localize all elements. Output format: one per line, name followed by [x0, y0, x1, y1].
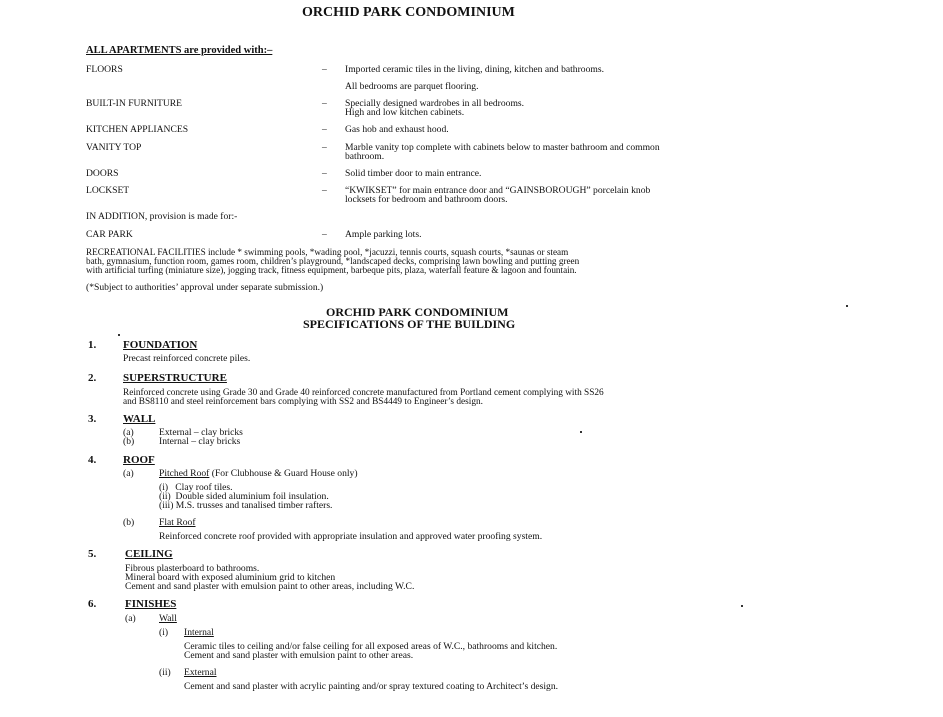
spec-title-1: ORCHID PARK CONDOMINIUM [326, 305, 509, 319]
subject-note: (*Subject to authorities’ approval under separate submission.) [86, 282, 324, 293]
feature-text-kitchen: Gas hob and exhaust hood. [345, 124, 449, 135]
section-number: 6. [88, 598, 97, 610]
feature-label-doors: DOORS [86, 168, 119, 179]
spec-title-2: SPECIFICATIONS OF THE BUILDING [303, 317, 516, 331]
roof-mark-b: (b) [123, 517, 135, 528]
section-heading-wall: WALL [123, 413, 156, 425]
flat-roof-heading: Flat Roof [159, 517, 196, 528]
feature-text-lockset-2: locksets for bedroom and bathroom doors. [345, 194, 508, 205]
section-number: 5. [88, 548, 97, 560]
recreational-line-1: RECREATIONAL FACILITIES include * swimming pools, *wading pool, *jacuzzi, tennis courts, squash courts, *saunas or steam [86, 247, 569, 257]
pitched-roof-item-1: (i) Clay roof tiles. [159, 482, 233, 493]
superstructure-line-1: Reinforced concrete using Grade 30 and Grade 40 reinforced concrete manufactured from Portland cement complying with SS26 [123, 388, 604, 398]
section-heading-roof: ROOF [123, 454, 155, 466]
finishes-mark-a: (a) [125, 613, 136, 624]
section-number: 2. [88, 372, 97, 384]
finishes-external-text: Cement and sand plaster with acrylic painting and/or spray textured coating to Architect’s design. [184, 681, 559, 692]
finishes-mark-i: (i) [159, 627, 169, 638]
recreational-line-3: with artificial turfing (miniature size), jogging track, fitness equipment, barbeque pits, plaza, waterfall feature & lagoon and fountain. [86, 265, 577, 275]
pitched-roof-item-3: (iii) M.S. trusses and tanalised timber rafters. [159, 500, 333, 511]
feature-label-car-park: CAR PARK [86, 229, 133, 240]
flat-roof-text: Reinforced concrete roof provided with appropriate insulation and approved water proofing system. [159, 531, 543, 542]
feature-dash: – [322, 142, 327, 153]
feature-dash: – [322, 98, 327, 109]
feature-text-car-park: Ample parking lots. [345, 229, 422, 240]
feature-label-kitchen: KITCHEN APPLIANCES [86, 124, 189, 135]
feature-text-vanity-2: bathroom. [345, 151, 385, 162]
wall-mark-a: (a) [123, 427, 134, 438]
all-apartments-heading: ALL APARTMENTS are provided with:– [86, 45, 273, 56]
wall-mark-b: (b) [123, 436, 135, 447]
scan-speck [118, 334, 120, 336]
ceiling-line-3: Cement and sand plaster with emulsion paint to other areas, including W.C. [125, 581, 415, 592]
pitched-roof-item-2: (ii) Double sided aluminium foil insulation. [159, 491, 329, 502]
finishes-internal-line-2: Cement and sand plaster with emulsion paint to other areas. [184, 650, 414, 661]
feature-label-floors: FLOORS [86, 64, 123, 75]
ceiling-line-2: Mineral board with exposed aluminium grid to kitchen [125, 572, 336, 583]
scan-speck [741, 605, 743, 607]
feature-text-furniture-1: Specially designed wardrobes in all bedrooms. [345, 98, 525, 109]
section-heading-superstructure: SUPERSTRUCTURE [123, 372, 227, 384]
section-heading-finishes: FINISHES [125, 598, 177, 610]
section-number: 4. [88, 454, 97, 466]
wall-internal-text: Internal – clay bricks [159, 436, 241, 447]
superstructure-line-2: and BS8110 and steel reinforcement bars complying with SS2 and BS4449 to Engineer’s design. [123, 397, 483, 407]
scan-speck [846, 305, 848, 307]
roof-pitched-line [159, 469, 358, 479]
feature-label-vanity: VANITY TOP [86, 142, 142, 153]
feature-text-vanity-1: Marble vanity top complete with cabinets below to master bathroom and common [345, 142, 660, 153]
finishes-internal-heading: Internal [184, 627, 214, 638]
feature-dash: – [322, 124, 327, 135]
foundation-text: Precast reinforced concrete piles. [123, 353, 251, 364]
feature-text-floors-extra: All bedrooms are parquet flooring. [345, 81, 479, 92]
feature-dash: – [322, 185, 327, 196]
feature-dash: – [322, 64, 327, 75]
in-addition-text: IN ADDITION, provision is made for:- [86, 211, 238, 222]
wall-external-text: External – clay bricks [159, 427, 243, 438]
finishes-mark-ii: (ii) [159, 667, 171, 678]
finishes-wall-heading: Wall [159, 613, 177, 624]
recreational-line-2: bath, gymnasium, function room, games room, children’s playground, *landscaped decks, comprising lawn bowling and putting green [86, 256, 580, 266]
feature-dash: – [322, 168, 327, 179]
feature-text-furniture-2: High and low kitchen cabinets. [345, 107, 465, 118]
feature-label-lockset: LOCKSET [86, 185, 130, 196]
finishes-internal-line-1: Ceramic tiles to ceiling and/or false ceiling for all exposed areas of W.C., bathrooms and kitchen. [184, 641, 558, 652]
section-number: 1. [88, 339, 97, 351]
feature-dash: – [322, 229, 327, 240]
section-heading-foundation: FOUNDATION [123, 339, 198, 351]
feature-label-furniture: BUILT-IN FURNITURE [86, 98, 183, 109]
feature-text-lockset-1: “KWIKSET” for main entrance door and “GAINSBOROUGH” porcelain knob [345, 185, 651, 196]
pitched-roof-heading: Pitched Roof [159, 468, 210, 479]
pitched-roof-note: (For Clubhouse & Guard House only) [209, 468, 358, 479]
feature-text-floors: Imported ceramic tiles in the living, dining, kitchen and bathrooms. [345, 64, 604, 75]
roof-mark-a: (a) [123, 468, 134, 479]
section-heading-ceiling: CEILING [125, 548, 173, 560]
scan-speck [580, 431, 582, 433]
feature-text-doors: Solid timber door to main entrance. [345, 168, 482, 179]
ceiling-line-1: Fibrous plasterboard to bathrooms. [125, 563, 260, 574]
section-number: 3. [88, 413, 97, 425]
finishes-external-heading: External [184, 667, 217, 678]
document-title: ORCHID PARK CONDOMINIUM [302, 5, 515, 20]
